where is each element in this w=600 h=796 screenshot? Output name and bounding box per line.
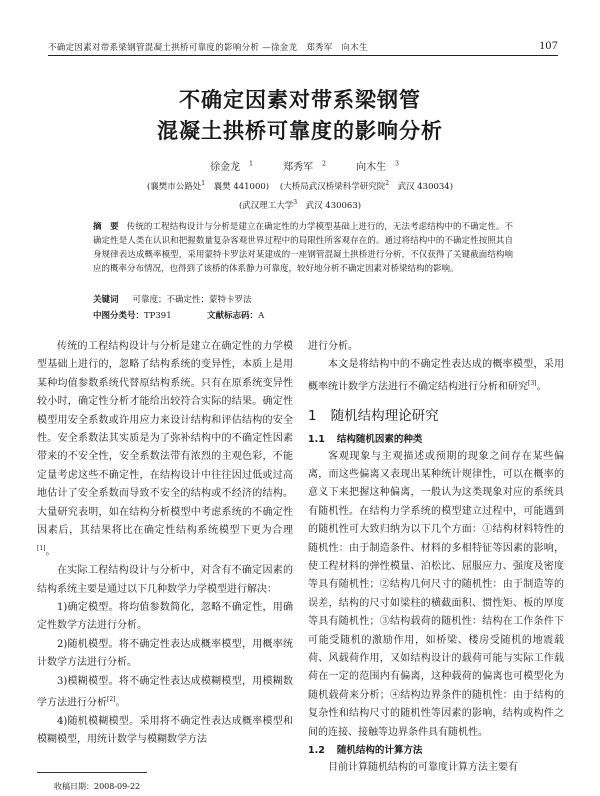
page-number: 107 [539,38,558,52]
abstract-label: 摘 要 [93,222,119,232]
section-title: 随机结构的计算方法 [336,745,423,757]
paper-title-line-2: 混凝土拱桥可靠度的影响分析 [157,119,443,143]
section-title: 结构随机因素的种类 [336,433,423,445]
section-number: 1.2 [308,745,325,757]
keywords-label: 关键词 [93,295,119,305]
affiliation-text: (襄樊市公路处 [146,182,202,192]
section-heading-1 [308,405,564,427]
affiliation-city: 武汉 430034) [389,182,454,192]
paper-title-line-1: 不确定因素对带系梁钢管 [179,88,421,112]
section-number: 1.1 [308,433,325,445]
citation: [1] [37,545,46,553]
keywords-text: 可靠度；不确定性；蒙特卡罗法 [132,295,252,305]
author-mark: 1 [249,160,253,168]
received-date-footnote: 收稿日期：2008-09-22 [54,782,141,791]
punctuation: 。 [45,546,56,558]
paragraph-text: 3)模糊模型。将不确定性表达成模糊模型，用模糊数学方法进行分析 [37,675,293,709]
header-divider [48,55,558,56]
affiliation [147,182,269,192]
author-name: 向木生 [356,162,387,173]
list-item: 4)随机模糊模型。采用将不确定性表达成概率模型和模糊模型，用统计数学与模糊数学方法 [37,715,293,746]
abstract [93,220,513,276]
affiliation-city: 襄樊 441000) [205,182,270,192]
paragraph: 客观现象与主观描述或预期的现象之间存在某些偏离，而这些偏离又表现出某种统计规律性，可以在概率的意义下来把握这种偏离，一般认为这类现象对应的系统具有随机性。在结构力学系统的模型建立过程中，可能遇到的随机性可大致归纳为以下几个方面：①结构材料特性的随机性：由于制造条件、材料的多相特征等因素的影响，使工程材料的弹性模量、泊松比、屈服应力、强度及密度等具有随机性；②结构几何尺寸的随机性：由于制造等的误差，结构的尺寸如梁柱的横截面积、惯性矩、板的厚度等具有随机性；③结构载荷的随机性：结构在工作条件下可能受随机的激励作用，如桥梁、楼房受随机的地震载荷、风载荷作用，又如结构设计的载荷可能与实际工作载荷在一定的范围内有偏离，这种载荷的偏离也可模型化为随机载荷来分析；④结构边界条件的随机性：由于结构的复杂性和结构尺寸的随机性等因素的影响，结构或构件之间的连接、接触等边界条件具有随机性。 [308,450,564,738]
author [201,162,253,173]
list-item: 2)随机模型。将不确定性表达成概率模型，用概率统计数学方法进行分析。 [37,638,293,669]
classification-info [93,309,513,321]
body-column-right [308,338,564,777]
affiliation-city: 武汉 430063) [297,201,362,211]
clc-label: 中图分类号： [93,311,145,321]
paragraph [37,338,293,562]
paragraph: 目前计算随机结构的可靠度计算方法主要有 [328,762,518,774]
citation: [2] [107,696,116,704]
author-list [0,158,600,173]
paragraph: 进行分析。 [308,341,358,352]
list-item: 1)确定模型。将均值参数简化，忽略不确定性，用确定性数学方法进行分析。 [37,602,293,632]
doc-code-label: 文献标志码： [207,311,259,321]
affiliation-mark: 2 [385,180,390,188]
keywords [93,293,513,305]
author-name: 郑秀军 [283,162,314,173]
paragraph: 在实际工程结构设计与分析中，对含有不确定因素的结构系统主要是通过以下几种数学力学模型进行解决： [37,565,293,595]
list-item [37,673,293,713]
affiliation-text: (大桥局武汉桥梁科学研究院 [279,182,386,192]
affiliations-line-1 [0,180,600,192]
footnote-divider [37,772,147,773]
citation: [3] [528,379,537,387]
author [274,162,326,173]
affiliation-text: (武汉理工大学 [238,201,294,211]
author [347,162,399,173]
section-heading-1-1 [308,431,564,448]
affiliation-mark: 1 [201,180,206,188]
abstract-text: 传统的工程结构设计与分析是建立在确定性的力学模型基础上进行的，无法考虑结构中的不确定性。不确定性是人类在认识和把握数量复杂客观世界过程中的局限性所客观存在的。通过将结构中的不确定性按照其自身规律表达成概率模型，采用蒙特卡罗法对某建成的一座钢管混凝土拱桥进行分析，不仅获得了关键截面结构响应的概率分布情况，也得到了该桥的体系静力可靠度，较好地分析不确定因素对桥梁结构的影响。 [93,222,513,274]
running-head-text: 不确定因素对带系梁钢管混凝土拱桥可靠度的影响分析 —徐金龙 郑秀军 向木生 [48,43,368,53]
body-column-left [37,338,293,750]
affiliation [280,182,453,192]
author-mark: 3 [395,160,399,168]
clc-value: TP391 [144,311,172,321]
doc-code-value: A [258,311,265,321]
running-head [48,38,558,54]
affiliation-mark: 3 [293,199,298,207]
paragraph [308,356,564,396]
punctuation: 。 [536,381,547,393]
section-heading-1-2 [308,742,564,759]
affiliations-line-2 [0,199,600,211]
author-mark: 2 [322,160,326,168]
section-number: 1 [308,407,317,424]
section-title: 随机结构理论研究 [330,407,439,424]
punctuation: 。 [115,697,126,709]
author-name: 徐金龙 [210,162,241,173]
paragraph-text: 传统的工程结构设计与分析是建立在确定性的力学模型基础上进行的，忽略了结构系统的变异性，本质上是用某种均值参数系统代替原结构系统。只有在原系统变异性较小时，确定性分析才能给出较符合实际的结果。确定性模型用安全系数或许用应力来设计结构和评估结构的安全性。安全系数法其实质是为了弥补结构中的不确定性因素带来的不安全性，安全系数法带有浓烈的主观色彩，不能定量考虑这些不确定性，在结构设计中往往因过低或过高地估计了安全系数而导致不安全的结构或不经济的结构。大量研究表明，如在结构分析模型中考虑系统的不确定性因素后，其结果将比在确定性结构系统模型下更为合理 [37,341,293,537]
paragraph-text: 本文是将结构中的不确定性表达成的概率模型，采用概率统计数学方法进行不确定结构进行分析和研究 [308,359,564,393]
